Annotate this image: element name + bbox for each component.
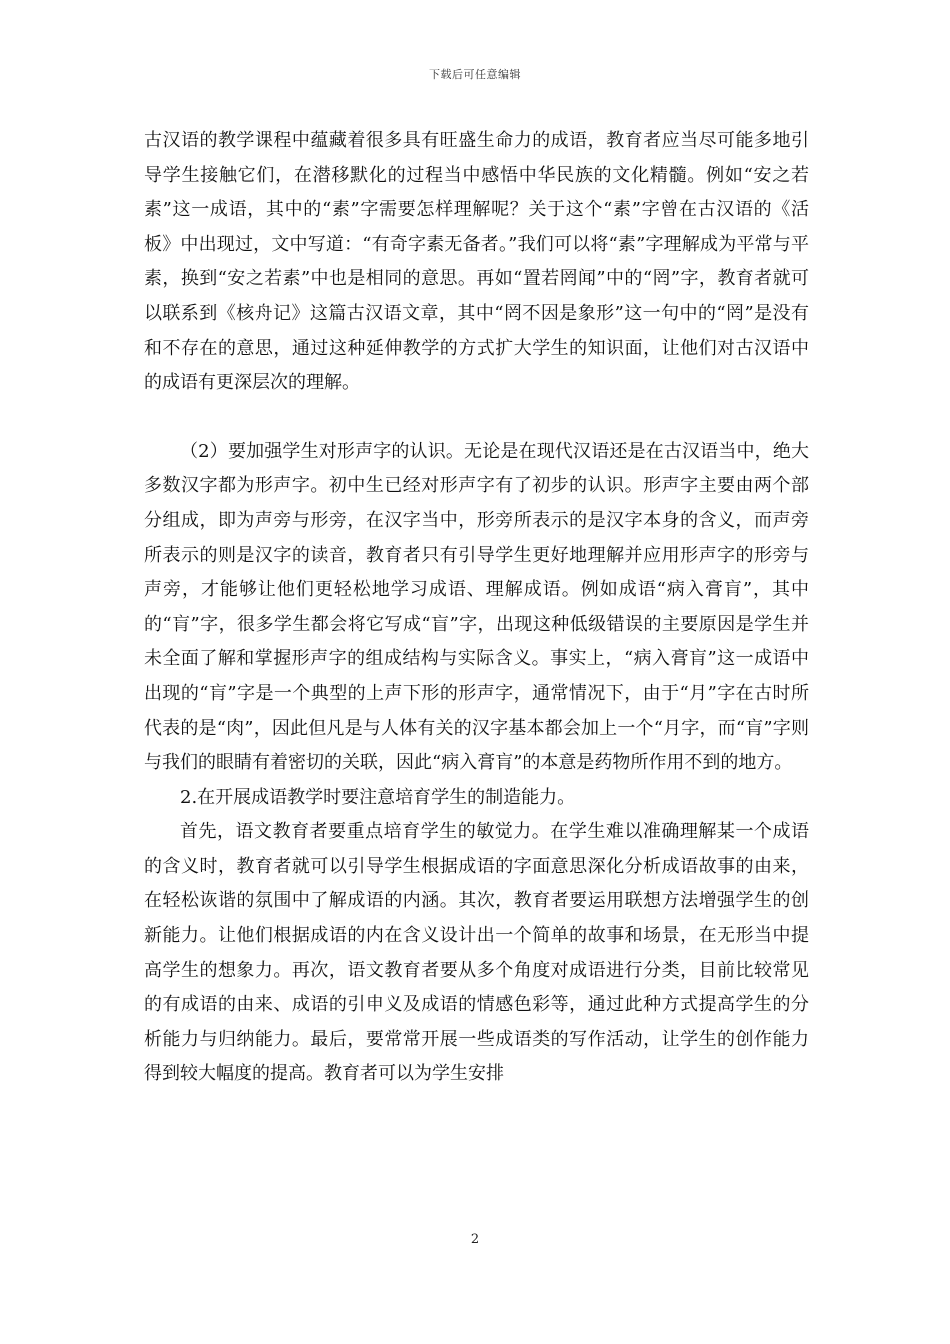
page-number: 2 bbox=[470, 1232, 480, 1247]
section-heading: 2.在开展成语教学时要注意培育学生的制造能力。 bbox=[180, 786, 576, 808]
page-header: 下载后可任意编辑 bbox=[429, 68, 521, 81]
paragraph-idiom-examples: 古汉语的教学课程中蕴藏着很多具有旺盛生命力的成语，教育者应当尽可能多地引导学生接触它们，在潜移默化的过程当中感悟中华民族的文化精髓。例如“安之若素”这一成语，其中的“素”字需要怎样理解呢？关于这个“素”字曾在古汉语的《活板》中出现过，文中写道：“有奇字素无备者。”我们可以将“素”字理解成为平常与平素，换到“安之若素”中也是相同的意思。再如“置若罔闻”中的“罔”字，教育者就可以联系到《核舟记》这篇古汉语文章，其中“罔不因是象形”这一句中的“罔”是没有和不存在的意思，通过这种延伸教学的方式扩大学生的知识面，让他们对古汉语中的成语有更深层次的理解。 bbox=[144, 130, 809, 394]
document-body bbox=[144, 124, 809, 1092]
paragraph-gap bbox=[144, 401, 809, 435]
paragraph-phonetic-characters: （2）要加强学生对形声字的认识。无论是在现代汉语还是在古汉语当中，绝大多数汉字都为形声字。初中生已经对形声字有了初步的认识。形声字主要由两个部分组成，即为声旁与形旁，在汉字当中，形旁所表示的是汉字本身的含义，而声旁所表示的则是汉字的读音，教育者只有引导学生更好地理解并应用形声字的形旁与声旁，才能够让他们更轻松地学习成语、理解成语。例如成语“病入膏肓”，其中的“肓”字，很多学生都会将它写成“盲”字，出现这种低级错误的主要原因是学生并未全面了解和掌握形声字的组成结构与实际含义。事实上，“病入膏肓”这一成语中出现的“肓”字是一个典型的上声下形的形声字，通常情况下，由于“月”字在古时所代表的是“肉”，因此但凡是与人体有关的汉字基本都会加上一个“月字，而“肓”字则与我们的眼睛有着密切的关联，因此“病入膏肓”的本意是药物所作用不到的地方。 bbox=[144, 440, 809, 774]
paragraph-creativity: 首先，语文教育者要重点培育学生的敏觉力。在学生难以准确理解某一个成语的含义时，教育者就可以引导学生根据成语的字面意思深化分析成语故事的由来，在轻松诙谐的氛围中了解成语的内涵。其次，教育者要运用联想方法增强学生的创新能力。让他们根据成语的内在含义设计出一个简单的故事和场景，在无形当中提高学生的想象力。再次，语文教育者要从多个角度对成语进行分类，目前比较常见的有成语的由来、成语的引申义及成语的情感色彩等，通过此种方式提高学生的分析能力与归纳能力。最后，要常常开展一些成语类的写作活动，让学生的创作能力得到较大幅度的提高。教育者可以为学生安排 bbox=[144, 821, 809, 1085]
